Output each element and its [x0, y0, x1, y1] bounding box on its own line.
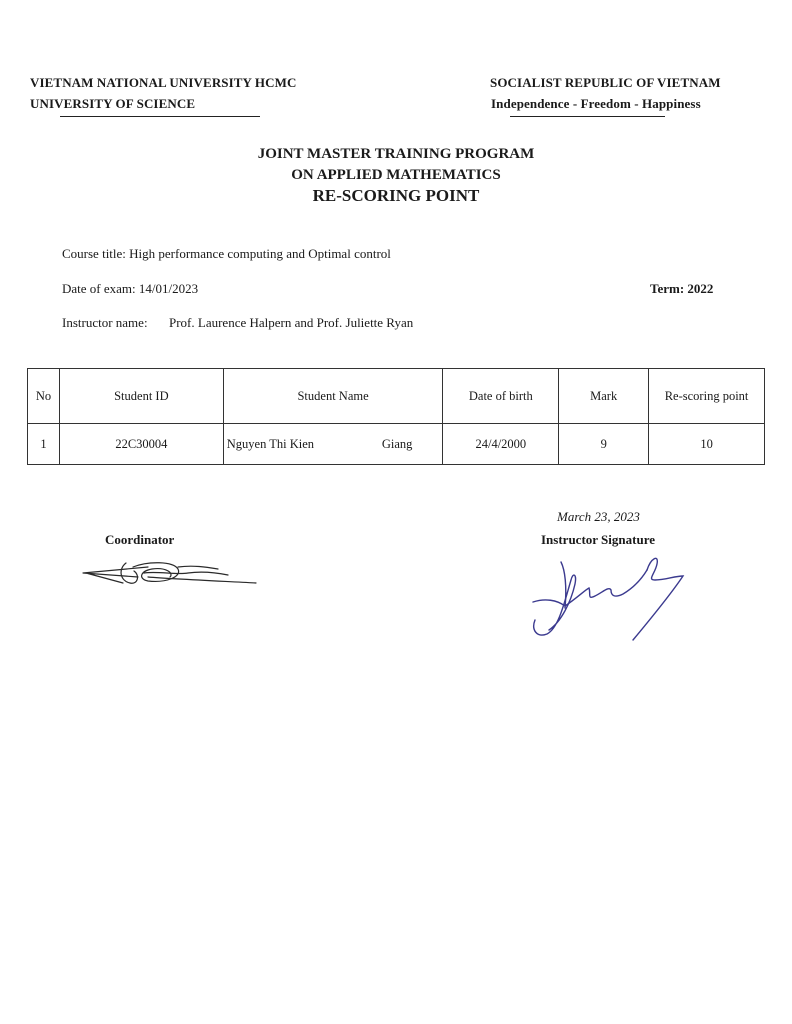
program-title-line1: JOINT MASTER TRAINING PROGRAM — [257, 146, 535, 162]
instructor-signature-label: Instructor Signature — [541, 532, 655, 547]
cell-rescoring-point: 10 — [649, 424, 765, 465]
header-date-of-birth: Date of birth — [443, 369, 559, 424]
program-title-line2: ON APPLIED MATHEMATICS — [291, 167, 501, 183]
document-title: RE-SCORING POINT — [312, 186, 480, 205]
country-name: SOCIALIST REPUBLIC OF VIETNAM — [490, 75, 721, 90]
table-header-row — [28, 369, 765, 424]
country-motto: Independence - Freedom - Happiness — [491, 96, 701, 111]
student-family-name: Giang — [381, 437, 413, 451]
rescoring-table — [27, 368, 765, 465]
cell-date-of-birth: 24/4/2000 — [443, 424, 559, 465]
cell-no: 1 — [28, 424, 60, 465]
student-given-name: Nguyen Thi Kien — [226, 437, 315, 451]
instructor-signature — [525, 550, 695, 645]
signature-ink — [533, 558, 683, 640]
header-mark: Mark — [559, 369, 649, 424]
university-name: VIETNAM NATIONAL UNIVERSITY HCMC — [30, 75, 297, 90]
cell-student-name — [223, 424, 443, 465]
header-student-name: Student Name — [223, 369, 443, 424]
header-no: No — [28, 369, 60, 424]
header-student-id: Student ID — [59, 369, 223, 424]
instructor-names: Prof. Laurence Halpern and Prof. Juliette Ryan — [169, 315, 414, 330]
right-header-underline — [510, 116, 665, 117]
left-header-underline — [60, 116, 260, 117]
course-title: Course title: High performance computing and Optimal control — [62, 246, 391, 261]
signing-date: March 23, 2023 — [557, 509, 640, 524]
header-rescoring-point: Re-scoring point — [649, 369, 765, 424]
cell-student-id: 22C30004 — [59, 424, 223, 465]
term: Term: 2022 — [650, 281, 714, 296]
instructor-label: Instructor name: — [62, 315, 148, 330]
table-row — [28, 424, 765, 465]
exam-date: Date of exam: 14/01/2023 — [62, 281, 199, 296]
coordinator-label: Coordinator — [105, 532, 175, 547]
coordinator-signature — [78, 555, 263, 595]
cell-mark: 9 — [559, 424, 649, 465]
faculty-name: UNIVERSITY OF SCIENCE — [30, 96, 196, 111]
